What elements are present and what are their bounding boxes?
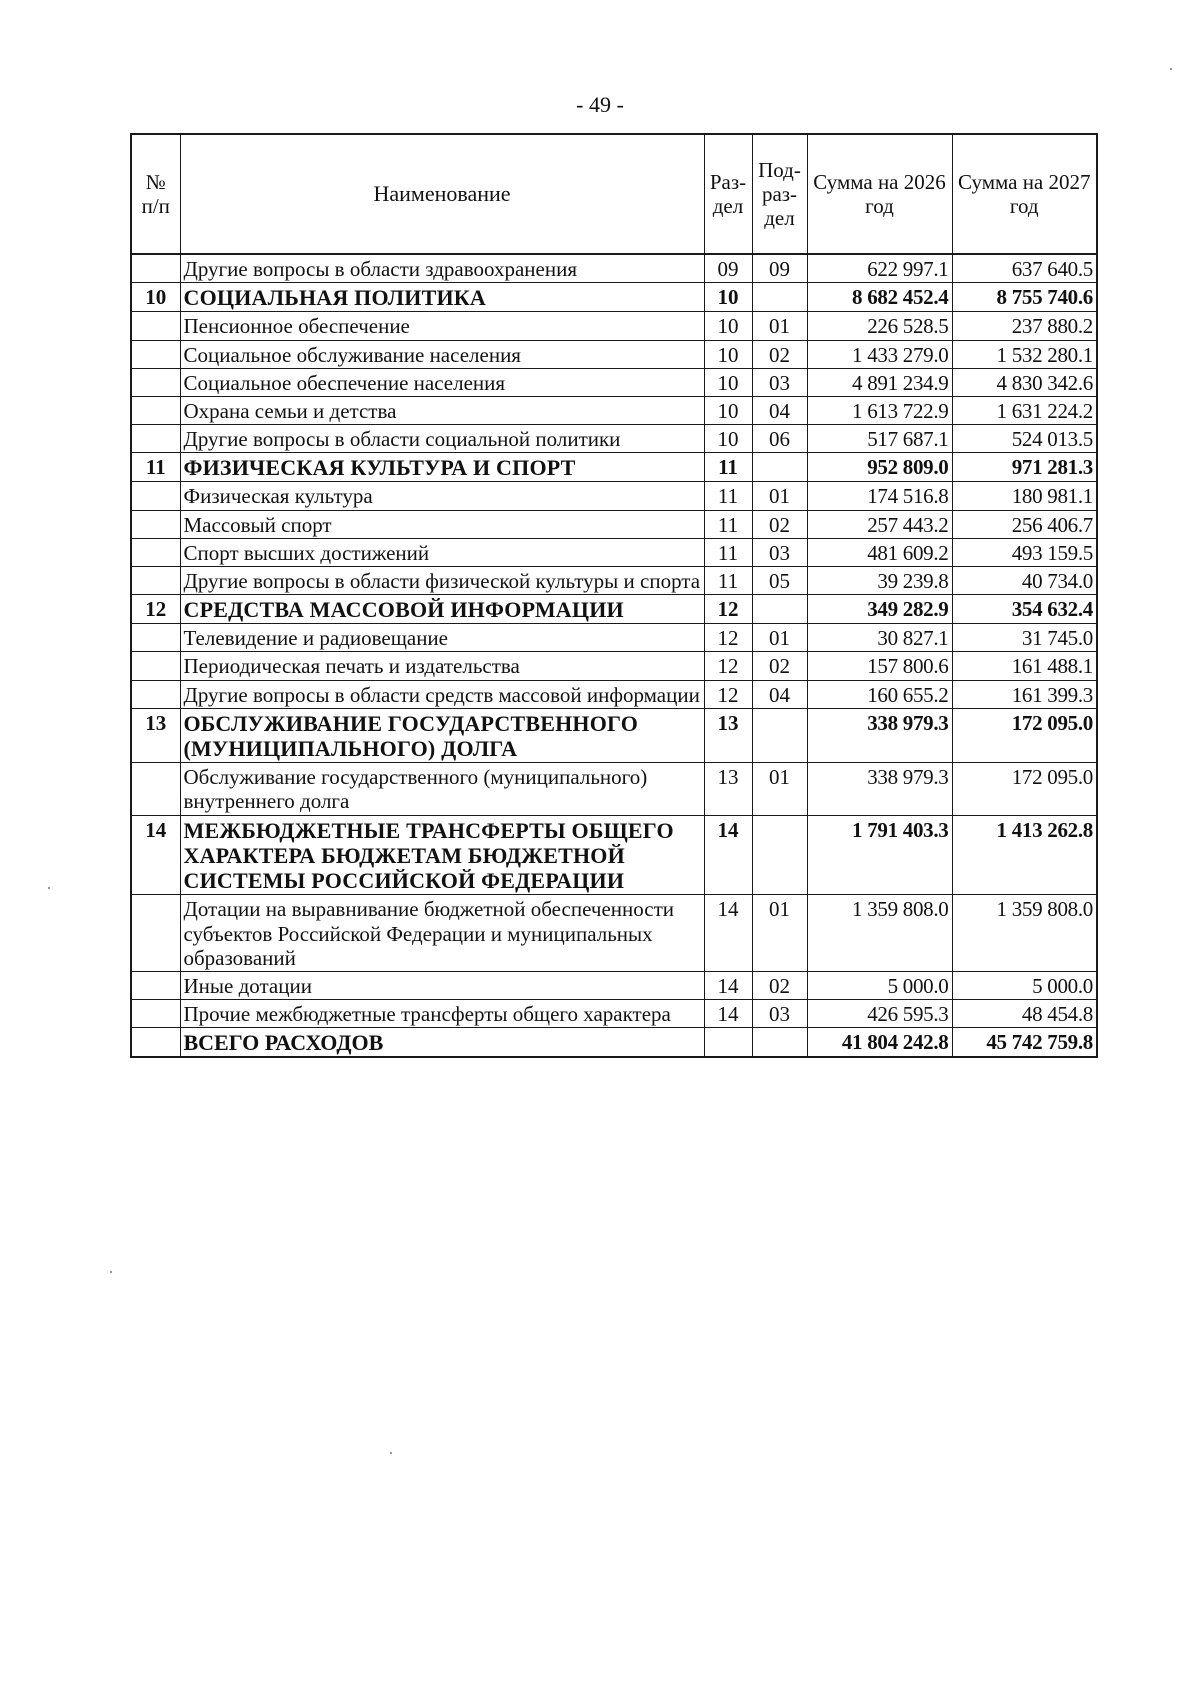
table-row bbox=[131, 971, 1097, 999]
header-section: Раз-дел bbox=[704, 134, 752, 254]
row-amount-2027: 971 281.3 bbox=[952, 453, 1097, 482]
row-subsection: 03 bbox=[752, 538, 807, 566]
row-amount-2027: 1 532 280.1 bbox=[952, 340, 1097, 368]
row-amount-2026: 8 682 452.4 bbox=[807, 283, 952, 312]
table-row bbox=[131, 396, 1097, 424]
row-num bbox=[131, 763, 180, 815]
row-subsection bbox=[752, 283, 807, 312]
row-section: 14 bbox=[704, 1000, 752, 1028]
row-section: 10 bbox=[704, 340, 752, 368]
table-row bbox=[131, 652, 1097, 680]
row-subsection: 06 bbox=[752, 425, 807, 453]
row-amount-2026: 39 239.8 bbox=[807, 566, 952, 594]
section-total-row bbox=[131, 708, 1097, 763]
row-amount-2027: 237 880.2 bbox=[952, 312, 1097, 340]
row-amount-2027: 4 830 342.6 bbox=[952, 368, 1097, 396]
header-name: Наименование bbox=[180, 134, 704, 254]
row-amount-2027: 172 095.0 bbox=[952, 763, 1097, 815]
row-num bbox=[131, 538, 180, 566]
total-amount-2027: 45 742 759.8 bbox=[952, 1028, 1097, 1058]
row-amount-2026: 4 891 234.9 bbox=[807, 368, 952, 396]
row-section: 12 bbox=[704, 624, 752, 652]
row-amount-2027: 354 632.4 bbox=[952, 595, 1097, 624]
row-amount-2027: 1 631 224.2 bbox=[952, 396, 1097, 424]
row-amount-2026: 349 282.9 bbox=[807, 595, 952, 624]
row-amount-2027: 8 755 740.6 bbox=[952, 283, 1097, 312]
table-row bbox=[131, 1000, 1097, 1028]
row-amount-2026: 160 655.2 bbox=[807, 680, 952, 708]
row-name: Социальное обеспечение населения bbox=[180, 368, 704, 396]
row-section: 14 bbox=[704, 815, 752, 895]
row-section: 14 bbox=[704, 895, 752, 971]
total-row bbox=[131, 1028, 1097, 1058]
row-name: Пенсионное обеспечение bbox=[180, 312, 704, 340]
total-amount-2026: 41 804 242.8 bbox=[807, 1028, 952, 1058]
row-amount-2027: 31 745.0 bbox=[952, 624, 1097, 652]
row-num: 14 bbox=[131, 815, 180, 895]
row-num bbox=[131, 425, 180, 453]
total-subsection-cell bbox=[752, 1028, 807, 1058]
scan-speck bbox=[110, 1271, 112, 1273]
row-amount-2027: 161 399.3 bbox=[952, 680, 1097, 708]
table-row bbox=[131, 763, 1097, 815]
table-row bbox=[131, 425, 1097, 453]
row-num bbox=[131, 340, 180, 368]
row-amount-2027: 637 640.5 bbox=[952, 254, 1097, 283]
row-name: Обслуживание государственного (муниципального) внутреннего долга bbox=[180, 763, 704, 815]
row-subsection: 01 bbox=[752, 312, 807, 340]
row-name: Иные дотации bbox=[180, 971, 704, 999]
row-name: ФИЗИЧЕСКАЯ КУЛЬТУРА И СПОРТ bbox=[180, 453, 704, 482]
table-row bbox=[131, 482, 1097, 510]
row-name: Массовый спорт bbox=[180, 510, 704, 538]
table-row bbox=[131, 538, 1097, 566]
row-amount-2027: 1 413 262.8 bbox=[952, 815, 1097, 895]
budget-expenditure-table bbox=[130, 133, 1098, 1058]
row-section: 13 bbox=[704, 708, 752, 763]
row-name: СРЕДСТВА МАССОВОЙ ИНФОРМАЦИИ bbox=[180, 595, 704, 624]
scan-speck bbox=[48, 887, 50, 889]
row-name: Прочие межбюджетные трансферты общего характера bbox=[180, 1000, 704, 1028]
row-amount-2027: 256 406.7 bbox=[952, 510, 1097, 538]
row-num bbox=[131, 510, 180, 538]
row-name: Охрана семьи и детства bbox=[180, 396, 704, 424]
section-total-row bbox=[131, 815, 1097, 895]
row-name: МЕЖБЮДЖЕТНЫЕ ТРАНСФЕРТЫ ОБЩЕГО ХАРАКТЕРА БЮДЖЕТАМ БЮДЖЕТНОЙ СИСТЕМЫ РОССИЙСКОЙ ФЕДЕРАЦИИ bbox=[180, 815, 704, 895]
total-num-cell bbox=[131, 1028, 180, 1058]
row-name: СОЦИАЛЬНАЯ ПОЛИТИКА bbox=[180, 283, 704, 312]
row-section: 10 bbox=[704, 425, 752, 453]
row-num bbox=[131, 1000, 180, 1028]
row-subsection: 09 bbox=[752, 254, 807, 283]
row-amount-2026: 30 827.1 bbox=[807, 624, 952, 652]
row-amount-2026: 481 609.2 bbox=[807, 538, 952, 566]
row-section: 10 bbox=[704, 283, 752, 312]
header-amount-2026: Сумма на 2026 год bbox=[807, 134, 952, 254]
row-amount-2026: 257 443.2 bbox=[807, 510, 952, 538]
row-amount-2026: 1 613 722.9 bbox=[807, 396, 952, 424]
row-name: Спорт высших достижений bbox=[180, 538, 704, 566]
row-amount-2026: 1 791 403.3 bbox=[807, 815, 952, 895]
row-amount-2027: 5 000.0 bbox=[952, 971, 1097, 999]
table-row bbox=[131, 895, 1097, 971]
row-subsection: 04 bbox=[752, 396, 807, 424]
row-subsection: 02 bbox=[752, 971, 807, 999]
row-name: Дотации на выравнивание бюджетной обеспеченности субъектов Российской Федерации и муниципальных образований bbox=[180, 895, 704, 971]
row-num bbox=[131, 971, 180, 999]
row-name: Телевидение и радиовещание bbox=[180, 624, 704, 652]
section-total-row bbox=[131, 283, 1097, 312]
row-section: 13 bbox=[704, 763, 752, 815]
row-section: 12 bbox=[704, 652, 752, 680]
row-subsection bbox=[752, 815, 807, 895]
row-amount-2026: 338 979.3 bbox=[807, 763, 952, 815]
row-amount-2026: 338 979.3 bbox=[807, 708, 952, 763]
header-num: № п/п bbox=[131, 134, 180, 254]
row-amount-2026: 952 809.0 bbox=[807, 453, 952, 482]
row-subsection: 03 bbox=[752, 368, 807, 396]
row-section: 11 bbox=[704, 566, 752, 594]
row-num: 13 bbox=[131, 708, 180, 763]
row-amount-2026: 1 359 808.0 bbox=[807, 895, 952, 971]
row-subsection: 02 bbox=[752, 340, 807, 368]
row-name: Социальное обслуживание населения bbox=[180, 340, 704, 368]
scan-speck bbox=[1170, 68, 1172, 70]
row-section: 14 bbox=[704, 971, 752, 999]
row-name: Периодическая печать и издательства bbox=[180, 652, 704, 680]
row-section: 10 bbox=[704, 312, 752, 340]
row-amount-2026: 157 800.6 bbox=[807, 652, 952, 680]
row-amount-2026: 1 433 279.0 bbox=[807, 340, 952, 368]
row-section: 12 bbox=[704, 595, 752, 624]
row-num: 11 bbox=[131, 453, 180, 482]
row-num: 12 bbox=[131, 595, 180, 624]
row-subsection: 01 bbox=[752, 482, 807, 510]
table-row bbox=[131, 510, 1097, 538]
row-section: 11 bbox=[704, 538, 752, 566]
row-section: 11 bbox=[704, 453, 752, 482]
row-amount-2027: 524 013.5 bbox=[952, 425, 1097, 453]
table-row bbox=[131, 368, 1097, 396]
row-num bbox=[131, 680, 180, 708]
row-num bbox=[131, 652, 180, 680]
row-section: 12 bbox=[704, 680, 752, 708]
total-label: ВСЕГО РАСХОДОВ bbox=[180, 1028, 704, 1058]
row-num bbox=[131, 396, 180, 424]
table-row bbox=[131, 312, 1097, 340]
section-total-row bbox=[131, 453, 1097, 482]
row-amount-2026: 426 595.3 bbox=[807, 1000, 952, 1028]
row-name: Физическая культура bbox=[180, 482, 704, 510]
row-subsection bbox=[752, 708, 807, 763]
row-section: 09 bbox=[704, 254, 752, 283]
row-num bbox=[131, 312, 180, 340]
table-row bbox=[131, 624, 1097, 652]
row-name: Другие вопросы в области физической культуры и спорта bbox=[180, 566, 704, 594]
row-subsection: 02 bbox=[752, 510, 807, 538]
row-section: 10 bbox=[704, 396, 752, 424]
row-name: Другие вопросы в области социальной политики bbox=[180, 425, 704, 453]
row-subsection: 01 bbox=[752, 763, 807, 815]
row-amount-2026: 517 687.1 bbox=[807, 425, 952, 453]
table-row bbox=[131, 566, 1097, 594]
row-subsection bbox=[752, 453, 807, 482]
row-subsection bbox=[752, 595, 807, 624]
row-amount-2026: 226 528.5 bbox=[807, 312, 952, 340]
row-section: 11 bbox=[704, 482, 752, 510]
row-num bbox=[131, 368, 180, 396]
row-name: Другие вопросы в области средств массовой информации bbox=[180, 680, 704, 708]
row-amount-2027: 1 359 808.0 bbox=[952, 895, 1097, 971]
row-subsection: 04 bbox=[752, 680, 807, 708]
table-row bbox=[131, 680, 1097, 708]
total-section-cell bbox=[704, 1028, 752, 1058]
row-amount-2026: 622 997.1 bbox=[807, 254, 952, 283]
row-subsection: 01 bbox=[752, 895, 807, 971]
row-subsection: 01 bbox=[752, 624, 807, 652]
row-section: 10 bbox=[704, 368, 752, 396]
row-num bbox=[131, 895, 180, 971]
row-num bbox=[131, 254, 180, 283]
scan-speck bbox=[390, 1452, 392, 1454]
row-name: ОБСЛУЖИВАНИЕ ГОСУДАРСТВЕННОГО (МУНИЦИПАЛЬНОГО) ДОЛГА bbox=[180, 708, 704, 763]
row-amount-2026: 174 516.8 bbox=[807, 482, 952, 510]
row-amount-2027: 40 734.0 bbox=[952, 566, 1097, 594]
table-row bbox=[131, 254, 1097, 283]
table-row bbox=[131, 340, 1097, 368]
row-amount-2027: 172 095.0 bbox=[952, 708, 1097, 763]
table-body bbox=[131, 254, 1097, 1028]
row-amount-2027: 493 159.5 bbox=[952, 538, 1097, 566]
row-name: Другие вопросы в области здравоохранения bbox=[180, 254, 704, 283]
page-number: - 49 - bbox=[576, 92, 624, 117]
row-num bbox=[131, 482, 180, 510]
row-num: 10 bbox=[131, 283, 180, 312]
row-num bbox=[131, 624, 180, 652]
row-amount-2027: 180 981.1 bbox=[952, 482, 1097, 510]
row-amount-2027: 161 488.1 bbox=[952, 652, 1097, 680]
table-header-row bbox=[131, 134, 1097, 254]
row-subsection: 02 bbox=[752, 652, 807, 680]
row-section: 11 bbox=[704, 510, 752, 538]
row-amount-2027: 48 454.8 bbox=[952, 1000, 1097, 1028]
header-amount-2027: Сумма на 2027 год bbox=[952, 134, 1097, 254]
header-subsection: Под-раз-дел bbox=[752, 134, 807, 254]
row-num bbox=[131, 566, 180, 594]
row-subsection: 03 bbox=[752, 1000, 807, 1028]
row-amount-2026: 5 000.0 bbox=[807, 971, 952, 999]
row-subsection: 05 bbox=[752, 566, 807, 594]
section-total-row bbox=[131, 595, 1097, 624]
